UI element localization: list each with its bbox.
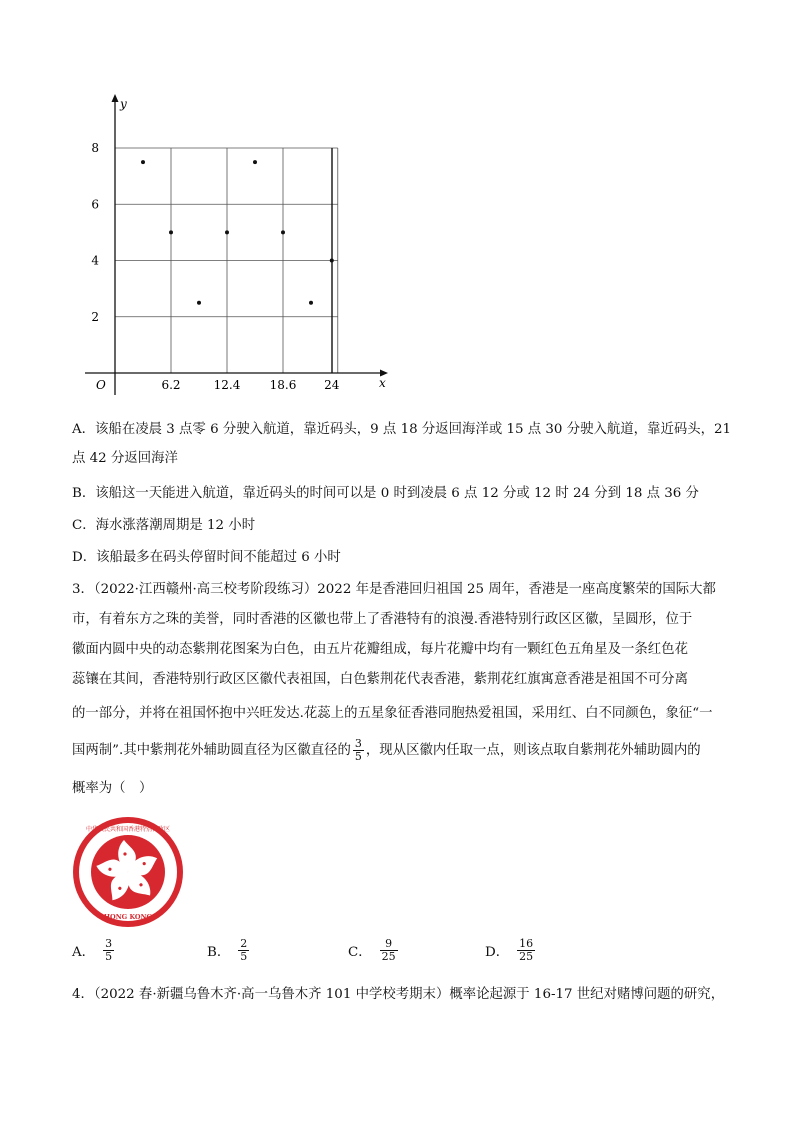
chart-grid [115,148,338,373]
x-tick-label: 18.6 [269,378,297,392]
choice-b-den: 5 [240,950,248,963]
data-point [141,160,145,164]
y-tick-label: 2 [91,309,99,324]
q3-choice-d[interactable] [485,938,537,963]
choice-label: C． [348,945,372,960]
choice-label: D． [485,945,510,960]
q2-option-d: D．该船最多在码头停留时间不能超过 6 小时 [72,550,341,565]
choice-d-num: 16 [519,937,534,950]
origin-label: O [96,378,106,392]
choice-c-den: 25 [381,950,396,963]
q2-option-b: B．该船这一天能进入航道，靠近码头的时间可以是 0 时到凌晨 6 点 12 分或 12 时 24 分到 18 点 36 分 [72,486,699,501]
x-tick-label: 12.4 [213,378,241,392]
q3-line-6-pre: 国两制”.其中紫荆花外辅助圆直径为区徽直径的 [72,743,351,758]
choice-b-num: 2 [240,937,248,950]
q3-choice-b[interactable] [207,938,251,963]
fraction-denominator: 5 [354,750,362,763]
q3-line-3: 徽面内圆中央的动态紫荆花图案为白色，由五片花瓣组成，每片花瓣中均有一颗红色五角星及一条红色花 [72,642,688,657]
y-tick-label: 4 [91,253,99,268]
data-point [309,301,313,305]
q4-line-1: 4．（2022 春·新疆乌鲁木齐·高一乌鲁木齐 101 中学校考期末）概率论起源于 16-17 世纪对赌博问题的研究， [72,987,725,1002]
q3-line-7: 概率为（ ） [72,781,153,796]
petal-star [123,852,126,855]
data-point [225,230,229,234]
choice-label: B． [207,945,231,960]
q3-line-2: 市，有着东方之珠的美誉，同时香港的区徽也带上了香港特有的浪漫.香港特别行政区区徽，呈圆形，位于 [72,612,693,627]
fraction-numerator: 3 [354,737,362,750]
q3-choice-c[interactable] [348,938,400,963]
q2-option-a-line2: 点 42 分返回海洋 [72,451,178,466]
q3-line-5: 的一部分，并将在祖国怀抱中兴旺发达.花蕊上的五星象征香港同胞热爱祖国，采用红、白不同颜色，象征“一 [72,706,713,721]
choice-label: A． [72,945,96,960]
data-point [169,230,173,234]
data-point [197,301,201,305]
chart-axes [85,94,388,395]
q3-choice-a[interactable] [72,938,116,963]
data-point [281,230,285,234]
choice-c-num: 9 [380,938,398,951]
y-tick-label: 8 [91,141,99,155]
q2-option-a-line1: A．该船在凌晨 3 点零 6 分驶入航道，靠近码头，9 点 18 分返回海洋或 15 点 30 分驶入航道，靠近码头，21 [72,422,732,437]
data-point [330,259,334,263]
hong-kong-emblem [72,816,184,928]
y-axis-arrow [112,94,119,102]
q3-line-4: 蕊镶在其间，香港特别行政区区徽代表祖国，白色紫荆花代表香港，紫荆花红旗寓意香港是祖国不可分离 [72,672,688,687]
y-tick-label: 6 [91,197,99,212]
choice-a-num: 3 [105,937,113,950]
choice-d-den: 25 [519,950,534,963]
q3-line-1: 3．（2022·江西赣州·高三校考阶段练习）2022 年是香港回归祖国 25 周年，香港是一座高度繁荣的国际大都 [72,582,716,597]
q3-line-6 [72,738,701,763]
choice-a-den: 5 [105,950,113,963]
q2-option-c: C．海水涨落潮周期是 12 小时 [72,518,256,533]
data-point [253,160,257,164]
y-axis-label: y [120,97,127,111]
emblem-caption: HONG KONG [103,913,153,921]
x-axis-label: x [379,376,386,390]
q3-line-6-post: ，现从区徽内任取一点，则该点取自紫荆花外辅助圆内的 [365,743,701,758]
emblem-ring-text: 中华人民共和国香港特别行政区 [85,826,171,833]
x-tick-label: 24 [324,378,340,392]
fraction-3-5 [353,738,364,763]
x-tick-label: 6.2 [161,378,181,392]
tide-chart [0,0,794,400]
